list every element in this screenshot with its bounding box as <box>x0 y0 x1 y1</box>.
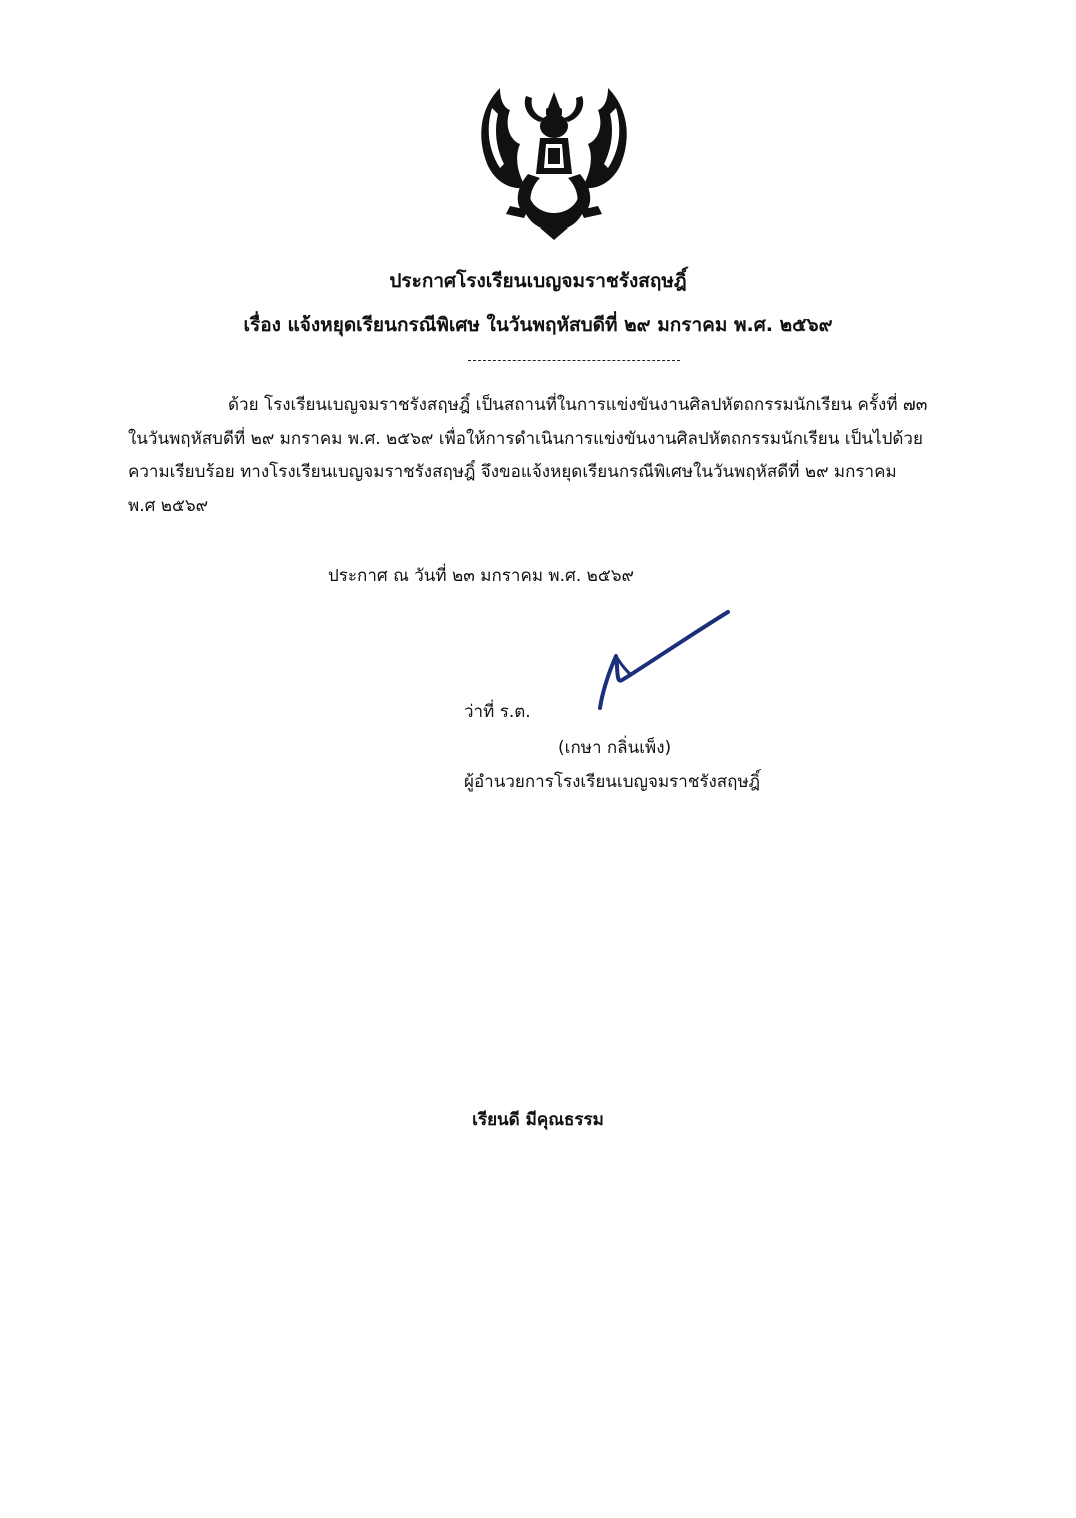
signer-rank: ว่าที่ ร.ต. <box>464 702 531 722</box>
body-line-4: พ.ศ ๒๕๖๙ <box>128 496 209 516</box>
school-motto: เรียนดี มีคุณธรรม <box>472 1110 604 1130</box>
body-line-2: ในวันพฤหัสบดีที่ ๒๙ มกราคม พ.ศ. ๒๕๖๙ เพื่อให้การดำเนินการแข่งขันงานศิลปหัตถกรรมนักเรียน เป็นไปด้วย <box>128 429 923 449</box>
title-divider <box>468 360 680 361</box>
body-line-3: ความเรียบร้อย ทางโรงเรียนเบญจมราชรังสฤษฎิ์ จึงขอแจ้งหยุดเรียนกรณีพิเศษในวันพฤหัสดีที่ ๒๙ มกราคม <box>128 462 897 482</box>
garuda-emblem-icon <box>470 78 638 242</box>
document-subject: เรื่อง แจ้งหยุดเรียนกรณีพิเศษ ในวันพฤหัสบดีที่ ๒๙ มกราคม พ.ศ. ๒๕๖๙ <box>243 314 833 336</box>
announcement-date: ประกาศ ณ วันที่ ๒๓ มกราคม พ.ศ. ๒๕๖๙ <box>328 566 634 586</box>
signature-icon <box>592 604 742 716</box>
body-line-1: ด้วย โรงเรียนเบญจมราชรังสฤษฎิ์ เป็นสถานที่ในการแข่งขันงานศิลปหัตถกรรมนักเรียน ครั้งที่ ๗๓ <box>228 395 928 415</box>
signer-name: (เกษา กลิ่นเพ็ง) <box>558 738 672 758</box>
document-title: ประกาศโรงเรียนเบญจมราชรังสฤษฎิ์ <box>389 270 687 292</box>
signer-position: ผู้อำนวยการโรงเรียนเบญจมราชรังสฤษฎิ์ <box>464 772 761 792</box>
